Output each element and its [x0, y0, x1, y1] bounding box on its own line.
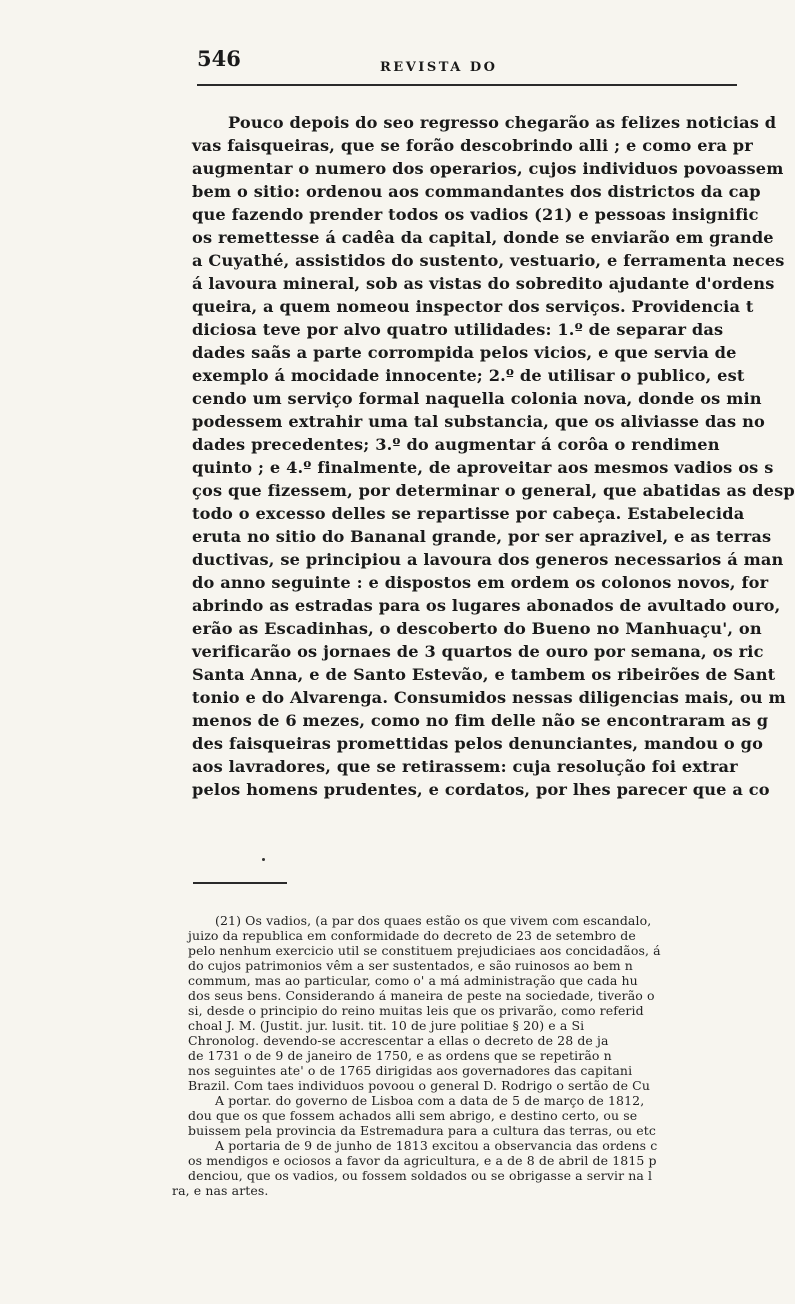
footnote-line: (21) Os vadios, (a par dos quaes estão os que vivem com escandalo, — [215, 913, 652, 928]
text-line: erão as Escadinhas, o descoberto do Bueno no Manhuaçu', on — [192, 619, 762, 638]
text-line: Santa Anna, e de Santo Estevão, e tambem os ribeirões de Sant — [192, 665, 776, 684]
text-line: do anno seguinte : e dispostos em ordem os colonos novos, for — [192, 573, 769, 592]
footnote-line: A portar. do governo de Lisboa com a data de 5 de março de 1812, — [215, 1093, 645, 1108]
text-line: tonio e do Alvarenga. Consumidos nessas diligencias mais, ou m — [192, 688, 786, 707]
text-line: aos lavradores, que se retirassem: cuja resolução foi extrar — [192, 757, 738, 776]
footnote-line: Chronolog. devendo-se accrescentar a ellas o decreto de 28 de ja — [188, 1033, 609, 1048]
text-line: ductivas, se principiou a lavoura dos generos necessarios á man — [192, 550, 784, 569]
footnote-line: pelo nenhum exercicio util se constituem prejudiciaes aos concidadãos, á — [188, 943, 661, 958]
footnote-line: ra, e nas artes. — [172, 1183, 269, 1198]
text-line: cendo um serviço formal naquella colonia nova, donde os min — [192, 389, 762, 408]
text-line: verificarão os jornaes de 3 quartos de ouro por semana, os ric — [192, 642, 764, 661]
footnote-line: buissem pela provincia da Estremadura para a cultura das terras, ou etc — [188, 1123, 656, 1138]
text-line: a Cuyathé, assistidos do sustento, vestuario, e ferramenta neces — [192, 251, 785, 270]
text-line: todo o excesso delles se repartisse por cabeça. Estabelecida — [192, 504, 745, 523]
text-line: pelos homens prudentes, e cordatos, por lhes parecer que a co — [192, 780, 770, 799]
text-line: os remettesse á cadêa da capital, donde se enviarão em grande — [192, 228, 774, 247]
footnote-line: si, desde o principio do reino muitas leis que os privarão, como referid — [188, 1003, 644, 1018]
footnote-line: juizo da republica em conformidade do decreto de 23 de setembro de — [188, 928, 636, 943]
ink-dot — [262, 858, 265, 861]
text-line: ços que fizessem, por determinar o general, que abatidas as desp — [192, 481, 795, 500]
page-number: 546 — [197, 46, 241, 71]
text-line: eruta no sitio do Bananal grande, por ser aprazivel, e as terras — [192, 527, 772, 546]
text-line: augmentar o numero dos operarios, cujos individuos povoassem — [192, 159, 784, 178]
footnote-line: do cujos patrimonios vêm a ser sustentados, e são ruinosos ao bem n — [188, 958, 633, 973]
footnote-line: dou que os que fossem achados alli sem abrigo, e destino certo, ou se — [188, 1108, 638, 1123]
text-line: quinto ; e 4.º finalmente, de aproveitar aos mesmos vadios os s — [192, 458, 774, 477]
text-line: á lavoura mineral, sob as vistas do sobredito ajudante d'ordens — [192, 274, 775, 293]
text-line: diciosa teve por alvo quatro utilidades: 1.º de separar das — [192, 320, 724, 339]
footnote-rule — [193, 882, 287, 884]
footnote-line: nos seguintes ate' o de 1765 dirigidas aos governadores das capitani — [188, 1063, 633, 1078]
text-line: Pouco depois do seo regresso chegarão as felizes noticias d — [228, 113, 777, 132]
footnote-line: Brazil. Com taes individuos povoou o general D. Rodrigo o sertão de Cu — [188, 1078, 650, 1093]
text-line: podessem extrahir uma tal substancia, que os aliviasse das no — [192, 412, 765, 431]
running-head: REVISTA DO — [380, 60, 498, 75]
text-line: queira, a quem nomeou inspector dos serviços. Providencia t — [192, 297, 754, 316]
text-line: menos de 6 mezes, como no fim delle não se encontraram as g — [192, 711, 769, 730]
text-line: abrindo as estradas para os lugares abonados de avultado ouro, — [192, 596, 781, 615]
text-line: bem o sitio: ordenou aos commandantes dos districtos da cap — [192, 182, 761, 201]
footnote-line: de 1731 o de 9 de janeiro de 1750, e as ordens que se repetirão n — [188, 1048, 612, 1063]
text-line: exemplo á mocidade innocente; 2.º de utilisar o publico, est — [192, 366, 745, 385]
text-line: vas faisqueiras, que se forão descobrindo alli ; e como era pr — [192, 136, 753, 155]
header-rule — [197, 84, 737, 86]
footnote-line: choal J. M. (Justit. jur. lusit. tit. 10 de jure politiae § 20) e a Si — [188, 1018, 585, 1033]
text-line: des faisqueiras promettidas pelos denunciantes, mandou o go — [192, 734, 764, 753]
footnote-line: commum, mas ao particular, como o' a má administração que cada hu — [188, 973, 638, 988]
footnote-line: os mendigos e ociosos a favor da agricultura, e a de 8 de abril de 1815 p — [188, 1153, 657, 1168]
footnote-line: dos seus bens. Considerando á maneira de peste na sociedade, tiverão o — [188, 988, 655, 1003]
footnote-line: denciou, que os vadios, ou fossem soldados ou se obrigasse a servir na l — [188, 1168, 653, 1183]
text-line: que fazendo prender todos os vadios (21) e pessoas insignific — [192, 205, 759, 224]
footnote-line: A portaria de 9 de junho de 1813 excitou a observancia das ordens c — [215, 1138, 658, 1153]
text-line: dades precedentes; 3.º do augmentar á corôa o rendimen — [192, 435, 720, 454]
text-line: dades saãs a parte corrompida pelos vicios, e que servia de — [192, 343, 737, 362]
